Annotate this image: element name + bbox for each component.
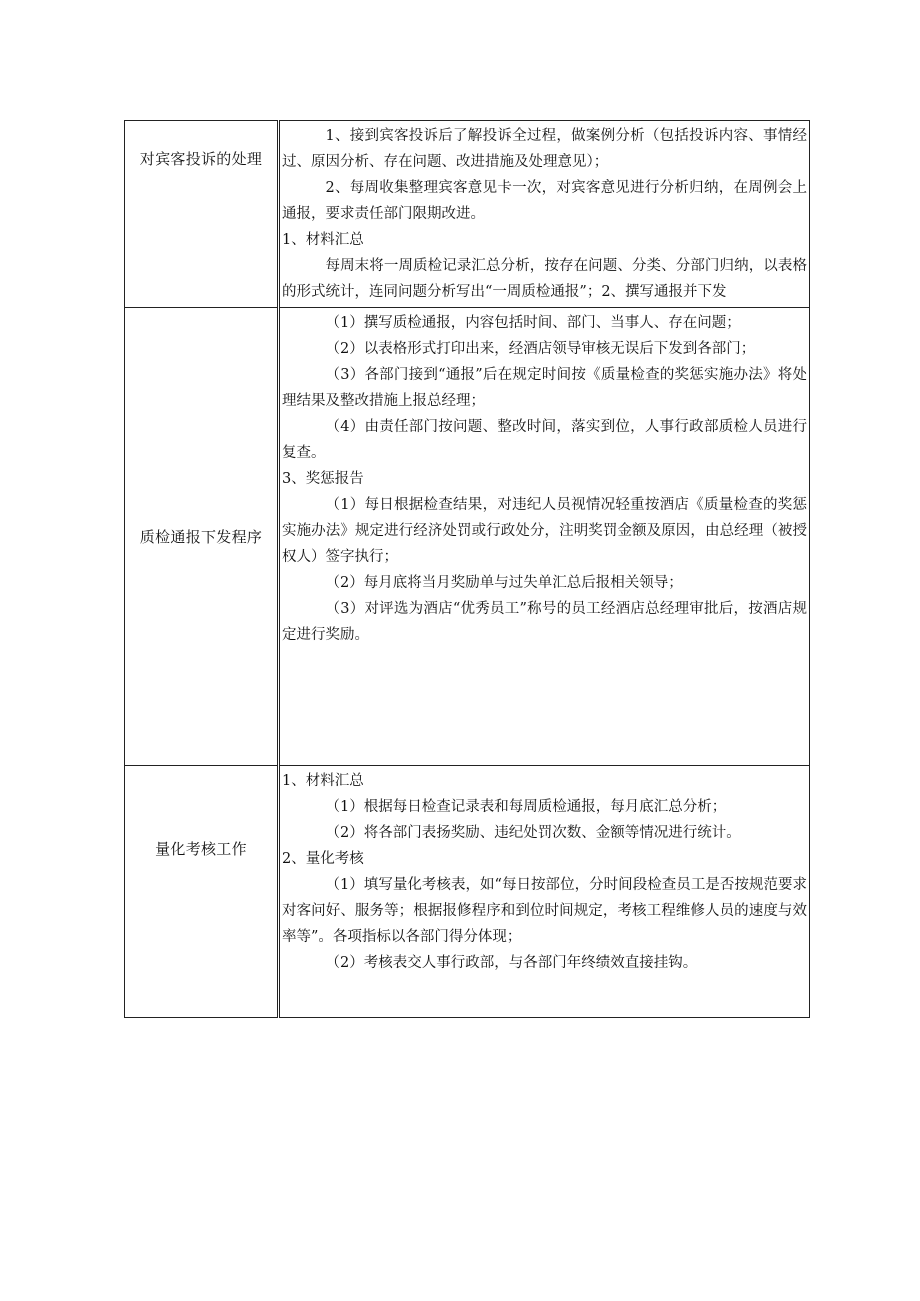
row-label-quantitative-assessment: 量化考核工作 bbox=[125, 766, 279, 1018]
content-paragraph: （1）填写量化考核表，如“每日按部位，分时间段检查员工是否按规范要求对客问好、服务等；根据报修程序和到位时间规定，考核工程维修人员的速度与效率等”。各项指标以各部门得分体现； bbox=[282, 877, 807, 945]
content-paragraph: 3、奖惩报告 bbox=[282, 471, 364, 487]
row-content-quantitative-assessment bbox=[279, 766, 810, 1018]
content-paragraph: （1）根据每日检查记录表和每周质检通报，每月底汇总分析； bbox=[325, 799, 727, 815]
content-paragraph: 每周末将一周质检记录汇总分析，按存在问题、分类、分部门归纳，以表格的形式统计，连同问题分析写出“一周质检通报”；2、撰写通报并下发 bbox=[282, 258, 807, 300]
content-paragraph: 1、材料汇总 bbox=[282, 232, 364, 248]
content-paragraph: （1）每日根据检查结果，对违纪人员视情况轻重按酒店《质量检查的奖惩实施办法》规定进行经济处罚或行政处分，注明奖罚金额及原因，由总经理（被授权人）签字执行； bbox=[282, 497, 807, 565]
content-paragraph: （2）将各部门表扬奖励、违纪处罚次数、金额等情况进行统计。 bbox=[325, 825, 741, 841]
content-paragraph: （3）各部门接到“通报”后在规定时间按《质量检查的奖惩实施办法》将处理结果及整改措施上报总经理； bbox=[282, 367, 807, 409]
table-row-complaint-handling bbox=[125, 121, 810, 308]
content-paragraph: （3）对评选为酒店“优秀员工”称号的员工经酒店总经理审批后，按酒店规定进行奖励。 bbox=[282, 601, 807, 643]
content-paragraph: （2）以表格形式打印出来，经酒店领导审核无误后下发到各部门； bbox=[325, 341, 756, 357]
content-paragraph: 2、每周收集整理宾客意见卡一次，对宾客意见进行分析归纳，在周例会上通报，要求责任部门限期改进。 bbox=[282, 180, 807, 222]
row-content-complaint-handling bbox=[279, 121, 810, 308]
content-paragraph: （1）撰写质检通报，内容包括时间、部门、当事人、存在问题； bbox=[325, 315, 741, 331]
content-paragraph: 1、接到宾客投诉后了解投诉全过程，做案例分析（包括投诉内容、事情经过、原因分析、存在问题、改进措施及处理意见）； bbox=[282, 128, 807, 170]
table-row-inspection-notice bbox=[125, 308, 810, 766]
content-paragraph: （2）考核表交人事行政部，与各部门年终绩效直接挂钩。 bbox=[325, 955, 698, 971]
table-row-quantitative-assessment bbox=[125, 766, 810, 1018]
procedure-table bbox=[124, 120, 810, 1018]
row-label-complaint-handling: 对宾客投诉的处理 bbox=[125, 121, 279, 308]
content-paragraph: 2、量化考核 bbox=[282, 851, 364, 867]
row-content-inspection-notice bbox=[279, 308, 810, 766]
content-paragraph: （2）每月底将当月奖励单与过失单汇总后报相关领导； bbox=[325, 575, 683, 591]
content-paragraph: （4）由责任部门按问题、整改时间，落实到位，人事行政部质检人员进行复查。 bbox=[282, 419, 807, 461]
row-label-inspection-notice: 质检通报下发程序 bbox=[125, 308, 279, 766]
content-paragraph: 1、材料汇总 bbox=[282, 773, 364, 789]
